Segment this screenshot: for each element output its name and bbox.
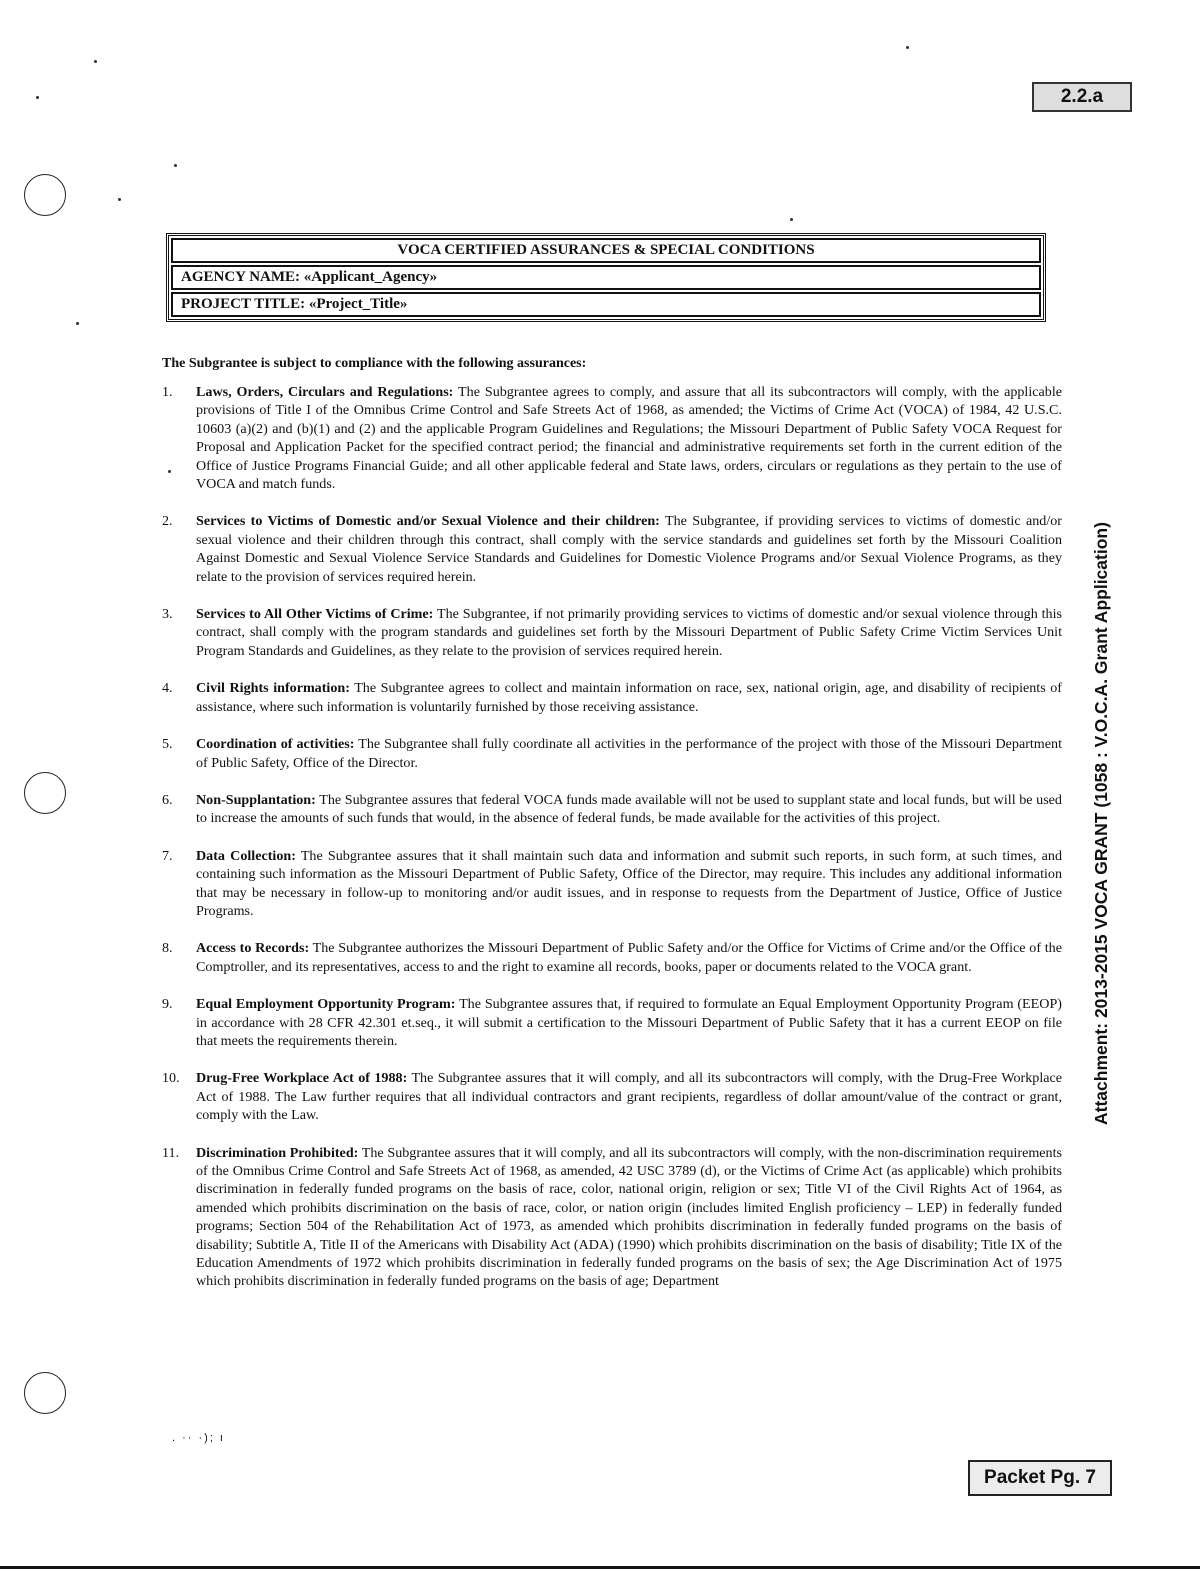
header-box bbox=[166, 233, 1046, 322]
assurance-text: The Subgrantee assures that it shall maintain such data and information and submit such reports, in such form, at such times, and containing such information as the Missouri Department of Public Safety, Office of the Director, may require. This includes any additional information that may be necessary in follow-up to monitoring and/or audit issues, and in response to requests from the Department of Justice, Office of Justice Programs. bbox=[196, 847, 1062, 919]
assurance-item bbox=[162, 735, 1062, 772]
assurances-list bbox=[162, 383, 1062, 1310]
punch-hole-top bbox=[24, 174, 66, 216]
scan-speck bbox=[76, 322, 79, 325]
assurance-heading: Civil Rights information: bbox=[196, 680, 350, 697]
assurance-text: The Subgrantee agrees to comply, and assure that all its subcontractors will comply, with the applicable provisions of Title I of the Omnibus Crime Control and Safe Streets Act of 1968, as amended; the Victims of Crime Act (VOCA) of 1984, 42 U.S.C. 10603 (a)(2) and (b)(1) and (2) and the applicable Program Guidelines and Regulations; the Missouri Department of Public Safety VOCA Request for Proposal and Application Packet for the specified contract period; the financial and administrative requirements set forth in the current edition of the Office of Justice Programs Financial Guide; and all other applicable federal and State laws, orders, circulars or regulations as they pertain to the use of VOCA and match funds. bbox=[196, 384, 1062, 493]
project-title-row bbox=[171, 292, 1041, 317]
assurance-heading: Equal Employment Opportunity Program: bbox=[196, 996, 456, 1013]
assurance-item bbox=[162, 605, 1062, 660]
agency-name-row bbox=[171, 265, 1041, 290]
assurance-item bbox=[162, 383, 1062, 493]
agency-name-value: «Applicant_Agency» bbox=[303, 269, 438, 285]
page-tag: 2.2.a bbox=[1032, 82, 1132, 112]
assurance-text: The Subgrantee agrees to collect and maintain information on race, sex, national origin, age, and disability of recipients of assistance, where such information is voluntarily furnished by those receiving assistance. bbox=[196, 680, 1062, 715]
assurance-number: 1. bbox=[162, 384, 173, 400]
assurance-number: 4. bbox=[162, 680, 173, 697]
assurance-text: The Subgrantee shall fully coordinate all activities in the performance of the project with those of the Missouri Department of Public Safety, Office of the Director. bbox=[196, 736, 1062, 771]
assurance-heading: Access to Records: bbox=[196, 940, 310, 957]
assurance-item bbox=[162, 679, 1062, 716]
scan-speck bbox=[36, 96, 39, 99]
scan-speck bbox=[790, 218, 793, 221]
assurances-intro: The Subgrantee is subject to compliance with the following assurances: bbox=[162, 356, 587, 371]
scan-speck bbox=[94, 60, 97, 63]
assurance-text: The Subgrantee authorizes the Missouri Department of Public Safety and/or the Office for Victims of Crime and/or the Office of the Comptroller, and its representatives, access to and the right to examine all records, books, paper or documents related to the VOCA grant. bbox=[196, 940, 1062, 975]
side-attachment-label: Attachment: 2013-2015 VOCA GRANT (1058 : V.O.C.A. Grant Application) bbox=[1090, 522, 1111, 1125]
assurance-number: 3. bbox=[162, 606, 173, 623]
agency-name-label: AGENCY NAME: bbox=[181, 269, 301, 285]
assurance-item bbox=[162, 847, 1062, 921]
assurance-item bbox=[162, 512, 1062, 586]
assurance-heading: Coordination of activities: bbox=[196, 736, 355, 753]
assurance-text: The Subgrantee assures that federal VOCA funds made available will not be used to supplant state and local funds, but will be used to increase the amounts of such funds that would, in the absence of federal funds, be made available for the activities of this project. bbox=[196, 791, 1062, 827]
assurance-text: The Subgrantee assures that, if required to formulate an Equal Employment Opportunity Program (EEOP) in accordance with 28 CFR 42.301 et.seq., it will submit a certification to the Missouri Department of Public Safety that it has a current EEOP on file that meets the requirements therein. bbox=[196, 996, 1062, 1049]
assurance-number: 8. bbox=[162, 940, 173, 957]
project-title-value: «Project_Title» bbox=[308, 296, 408, 312]
assurance-number: 6. bbox=[162, 791, 173, 808]
packet-page-number: Packet Pg. 7 bbox=[968, 1460, 1112, 1496]
footer-marks: . ·· ·); ı bbox=[172, 1432, 225, 1444]
assurance-heading: Services to Victims of Domestic and/or Sexual Violence and their children: bbox=[196, 513, 660, 530]
assurance-text: The Subgrantee assures that it will comply, and all its subcontractors will comply, with the Drug-Free Workplace Act of 1988. The Law further requires that all individual contractors and grant recipients, regardless of dollar amount/value of the contract or grant, comply with the Law. bbox=[196, 1070, 1063, 1124]
bottom-rule bbox=[0, 1566, 1200, 1569]
assurance-text: The Subgrantee, if not primarily providing services to victims of domestic and/or sexual violence through this contract, shall comply with the program standards and guidelines set forth by the Missouri Department of Public Safety Crime Victim Services Unit Program Standards and Guidelines, as they relate to the provision of services required herein. bbox=[196, 606, 1062, 659]
scan-speck bbox=[118, 198, 121, 201]
punch-hole-middle bbox=[24, 772, 66, 814]
assurance-item bbox=[162, 939, 1062, 976]
scan-speck bbox=[906, 46, 909, 49]
assurance-text: The Subgrantee assures that it will comply, and all its subcontractors will comply, with the non-discrimination requirements of the Omnibus Crime Control and Safe Streets Act of 1968, as amended, 42 USC 3789 (d), or the Victims of Crime Act (as applicable) which prohibits discrimination in federally funded programs on the basis of race, color, national origin, religion or sex; Title VI of the Civil Rights Act of 1964, as amended which prohibits discrimination on the basis of race, color, or nation origin (includes limited English proficiency – LEP) in federally funded programs; Section 504 of the Rehabilitation Act of 1973, as amended which prohibits discrimination in federally funded programs on the basis of disability; Subtitle A, Title II of the Americans with Disability Act (ADA) (1990) which prohibits discrimination on the basis of disability; Title IX of the Education Amendments of 1972 which prohibits discrimination in federally funded programs on the basis of sex; the Age Discrimination Act of 1975 which prohibits discrimination in federally funded programs on the basis of age; Department bbox=[196, 1144, 1063, 1290]
assurance-heading: Laws, Orders, Circulars and Regulations: bbox=[196, 384, 454, 400]
scan-speck bbox=[174, 164, 177, 167]
assurance-item bbox=[162, 1144, 1062, 1291]
assurance-number: 10. bbox=[162, 1070, 180, 1087]
assurance-number: 7. bbox=[162, 847, 173, 864]
assurance-number: 2. bbox=[162, 513, 173, 530]
assurance-number: 9. bbox=[162, 996, 173, 1013]
assurance-heading: Data Collection: bbox=[196, 847, 296, 864]
assurance-text: The Subgrantee, if providing services to victims of domestic and/or sexual violence and their children through this contract, shall comply with the service standards and guidelines set forth by the Missouri Coalition Against Domestic and Sexual Violence Service Standards and Guidelines for Domestic Violence Programs and/or Sexual Violence Programs, as they relate to the provision of services required herein. bbox=[196, 513, 1062, 585]
project-title-label: PROJECT TITLE: bbox=[181, 296, 306, 312]
assurance-heading: Services to All Other Victims of Crime: bbox=[196, 606, 434, 623]
assurance-number: 5. bbox=[162, 736, 173, 753]
header-title: VOCA CERTIFIED ASSURANCES & SPECIAL CONDITIONS bbox=[171, 238, 1041, 263]
assurance-heading: Non-Supplantation: bbox=[196, 791, 316, 808]
assurance-heading: Discrimination Prohibited: bbox=[196, 1144, 359, 1161]
assurance-number: 11. bbox=[162, 1144, 180, 1161]
assurance-item bbox=[162, 1069, 1062, 1124]
assurance-heading: Drug-Free Workplace Act of 1988: bbox=[196, 1070, 408, 1087]
assurance-item bbox=[162, 791, 1062, 828]
punch-hole-bottom bbox=[24, 1372, 66, 1414]
assurance-item bbox=[162, 995, 1062, 1050]
